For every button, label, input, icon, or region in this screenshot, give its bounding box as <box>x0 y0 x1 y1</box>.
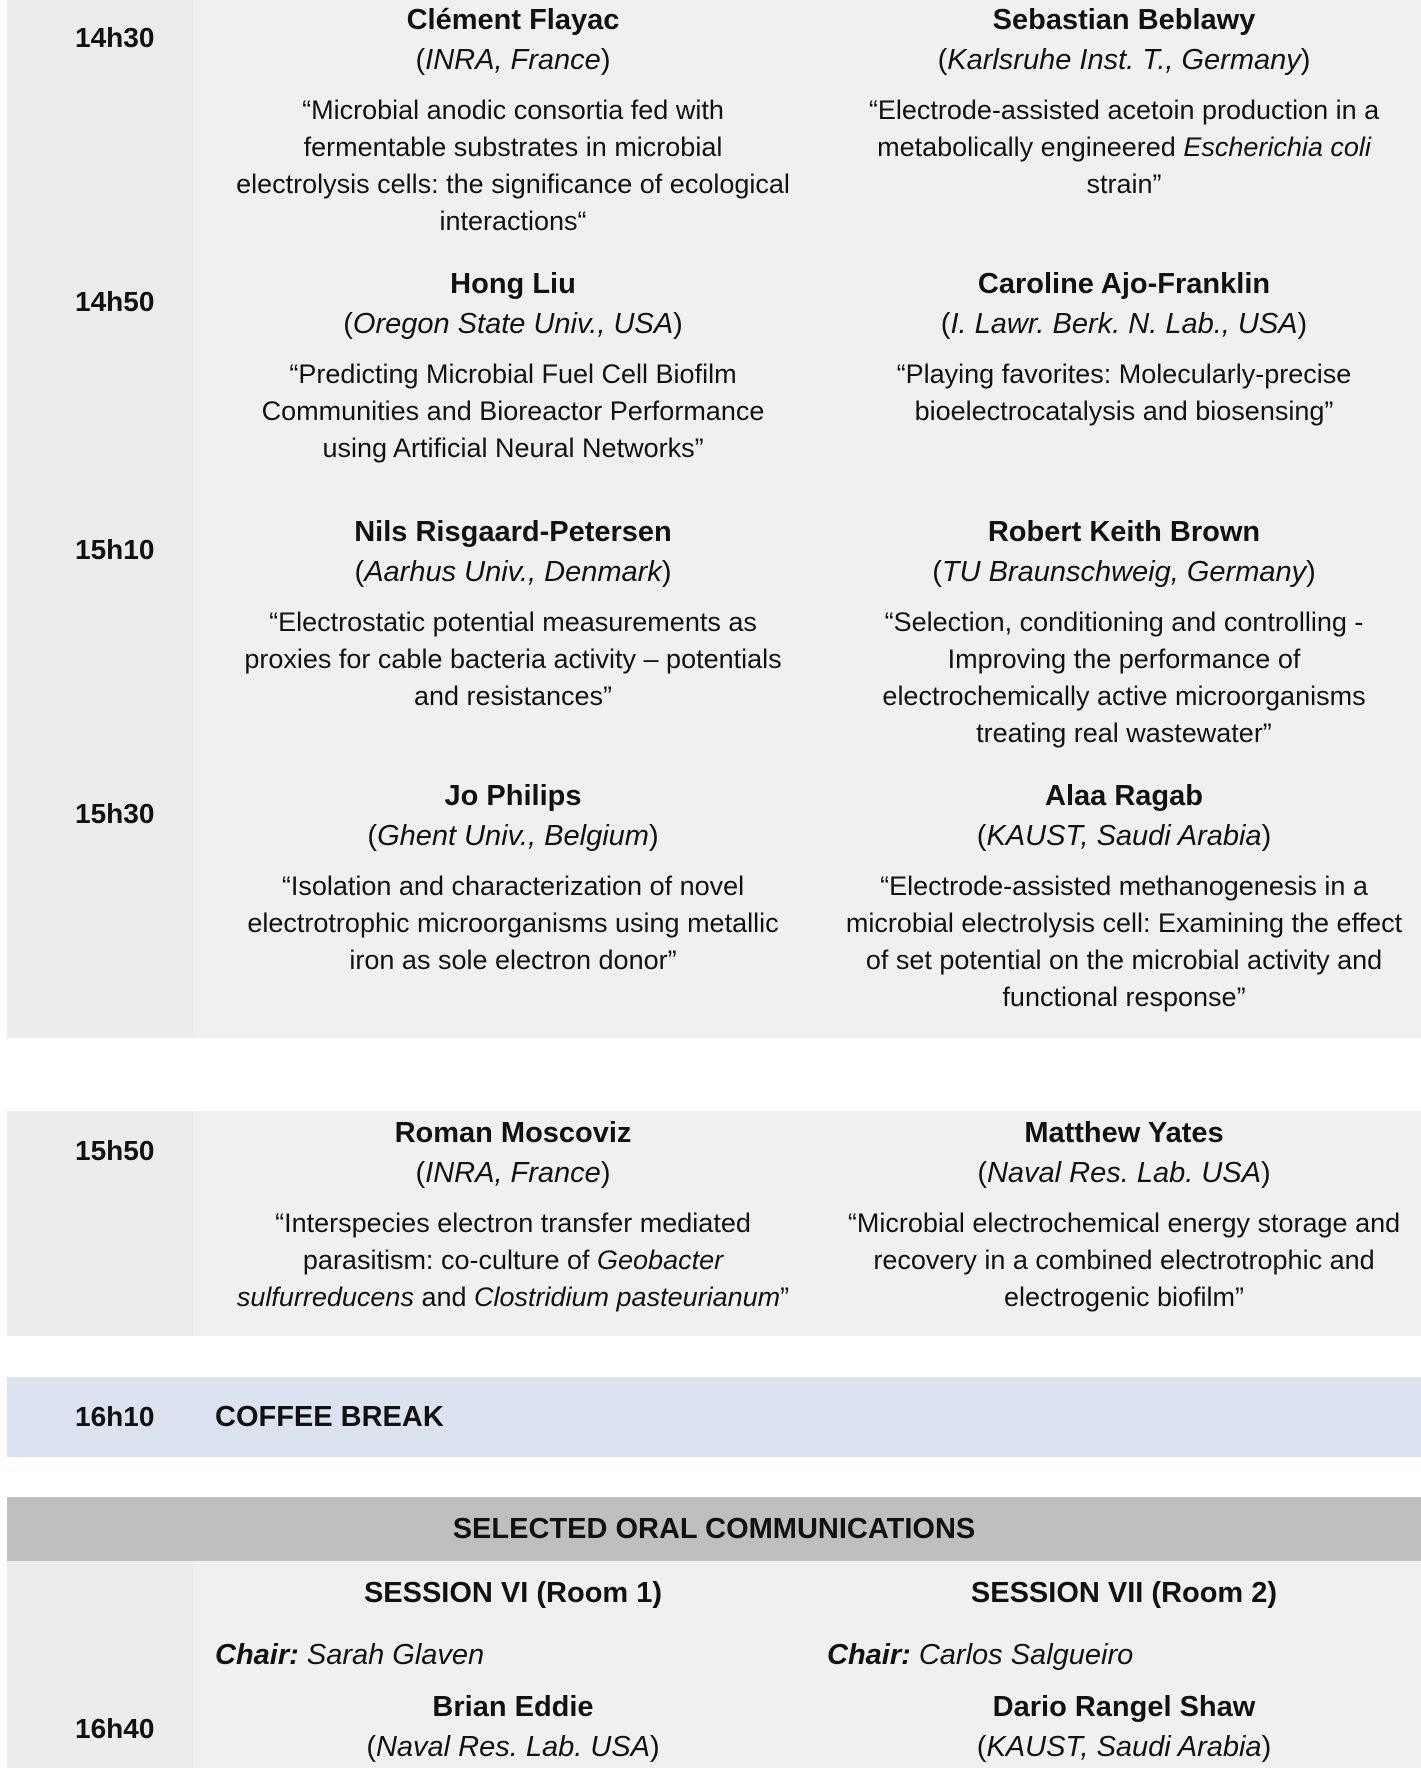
speaker-affiliation: (I. Lawr. Berk. N. Lab., USA) <box>940 308 1308 340</box>
speaker-name: Matthew Yates <box>1024 1117 1224 1149</box>
talks-block-2 <box>7 1111 1421 1336</box>
speaker-affiliation: (Oregon State Univ., USA) <box>343 308 683 340</box>
sessions-block <box>7 1561 1421 1768</box>
speaker-affiliation: (KAUST, Saudi Arabia) <box>976 1731 1272 1763</box>
speaker-name: Dario Rangel Shaw <box>992 1691 1256 1723</box>
speaker-affiliation: (TU Braunschweig, Germany) <box>932 556 1316 588</box>
talk-title: “Playing favorites: Molecularly-precise bioelectrocatalysis and biosensing” <box>896 359 1352 426</box>
speaker-affiliation: (Karlsruhe Inst. T., Germany) <box>937 44 1311 76</box>
coffee-break-row <box>7 1377 1421 1457</box>
talk-left <box>217 0 809 240</box>
time-label: 16h40 <box>75 1713 155 1744</box>
speaker-affiliation: (KAUST, Saudi Arabia) <box>976 820 1272 852</box>
talk-title: “Interspecies electron transfer mediated parasitism: co-culture of Geobacter sulfurreducens and Clostridium pasteurianum” <box>236 1208 790 1312</box>
talk-left <box>217 1687 809 1779</box>
time-label: 15h30 <box>75 798 155 829</box>
talk-title: “Predicting Microbial Fuel Cell Biofilm Communities and Bioreactor Performance using Artificial Neural Networks” <box>261 359 765 463</box>
speaker-affiliation: (Ghent Univ., Belgium) <box>367 820 659 852</box>
speaker-name: Robert Keith Brown <box>987 516 1261 548</box>
chair-right: Chair: Carlos Salgueiro <box>827 1639 1134 1671</box>
time-label: 15h10 <box>75 534 155 565</box>
talk-left <box>217 264 809 467</box>
talk-title: “Isolation and characterization of novel electrotrophic microorganisms using metallic iron as sole electron donor” <box>247 871 779 975</box>
speaker-name: Sebastian Beblawy <box>992 4 1256 36</box>
talk-title: “Microbial electrochemical energy storage and recovery in a combined electrotrophic and electrogenic biofilm” <box>847 1208 1401 1312</box>
time-label: 16h10 <box>75 1401 155 1432</box>
speaker-name: Caroline Ajo-Franklin <box>977 268 1271 300</box>
speaker-name: Alaa Ragab <box>1045 780 1203 812</box>
time-label: 14h50 <box>75 286 155 317</box>
speaker-name: Roman Moscoviz <box>394 1117 632 1149</box>
talk-title: “Selection, conditioning and controlling - Improving the performance of electrochemically active microorganisms treating real wastewater” <box>882 607 1366 748</box>
time-label: 14h30 <box>75 22 155 53</box>
oral-communications-banner: SELECTED ORAL COMMUNICATIONS <box>7 1497 1421 1561</box>
speaker-name: Hong Liu <box>450 268 576 300</box>
talk-left <box>217 512 809 715</box>
session-right-header: SESSION VII (Room 2) <box>970 1577 1278 1609</box>
talk-right <box>827 512 1421 752</box>
talk-right <box>827 0 1421 203</box>
talk-title: “Microbial anodic consortia fed with fermentable substrates in microbial electrolysis cells: the significance of ecological interactions“ <box>236 95 790 236</box>
talks-block-1 <box>7 0 1421 1038</box>
talk-left <box>217 776 809 979</box>
speaker-name: Clément Flayac <box>406 4 620 36</box>
talk-left <box>217 1113 809 1316</box>
speaker-name: Brian Eddie <box>432 1691 594 1723</box>
talk-title: “Electrode-assisted methanogenesis in a microbial electrolysis cell: Examining the effect of set potential on the microbial activity and functional response” <box>845 871 1403 1012</box>
speaker-affiliation: (INRA, France) <box>415 44 611 76</box>
time-label: 15h50 <box>75 1135 155 1166</box>
speaker-name: Jo Philips <box>444 780 582 812</box>
speaker-affiliation: (INRA, France) <box>415 1157 611 1189</box>
talk-right <box>827 1113 1421 1316</box>
time-column <box>7 0 193 1038</box>
talk-title: “Electrode-assisted acetoin production in a metabolically engineered Escherichia coli strain” <box>868 95 1380 199</box>
session-left-header: SESSION VI (Room 1) <box>363 1577 663 1609</box>
speaker-affiliation: (Naval Res. Lab. USA) <box>366 1731 660 1763</box>
chair-left: Chair: Sarah Glaven <box>215 1639 485 1671</box>
talk-right <box>827 264 1421 430</box>
talk-right <box>827 776 1421 1016</box>
speaker-affiliation: (Aarhus Univ., Denmark) <box>354 556 672 588</box>
talk-right <box>827 1687 1421 1779</box>
speaker-name: Nils Risgaard-Petersen <box>354 516 672 548</box>
talk-title: “Electrostatic potential measurements as proxies for cable bacteria activity – potentials and resistances” <box>244 607 782 711</box>
speaker-affiliation: (Naval Res. Lab. USA) <box>977 1157 1271 1189</box>
coffee-break-label: COFFEE BREAK <box>215 1401 444 1433</box>
